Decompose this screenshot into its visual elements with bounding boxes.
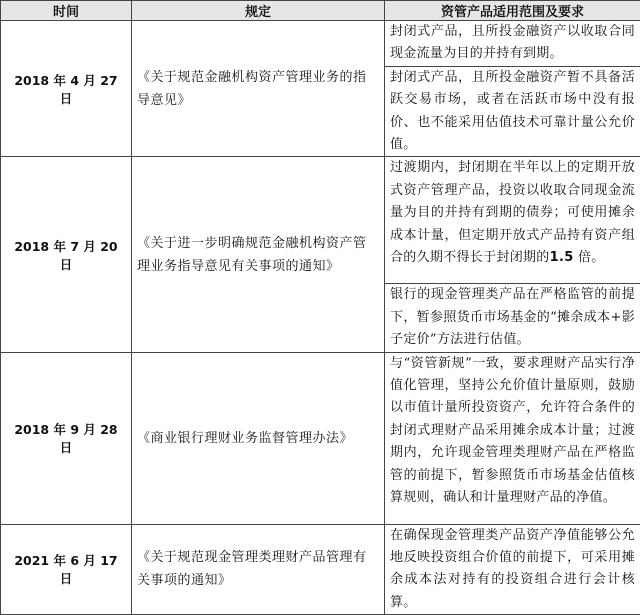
table-row (1, 157, 640, 284)
rule-cell: 《商业银行理财业务监督管理办法》 (132, 352, 385, 524)
date-cell: 2018 年 9 月 28 日 (1, 352, 132, 524)
requirement-cell: 封闭式产品，且所投金融资产以收取合同现金流量为目的并持有到期。 (385, 21, 640, 67)
requirement-cell: 银行的现金管理类产品在严格监管的前提下，暂参照货币市场基金的“摊余成本+影子定价”方法进行估值。 (385, 284, 640, 352)
requirement-cell: 在确保现金管理类产品资产净值能够公允地反映投资组合价值的前提下，可采用摊余成本法对持有的投资组合进行会计核算。 (385, 524, 640, 615)
table-row (1, 524, 640, 615)
table-row (1, 352, 640, 524)
header-row (1, 1, 640, 21)
header-scope: 资管产品适用范围及要求 (385, 1, 640, 21)
table-row (1, 21, 640, 67)
requirement-bold-value: 1.5 (550, 250, 574, 265)
date-cell: 2018 年 4 月 27 日 (1, 21, 132, 157)
requirement-text: 过渡期内，封闭期在半年以上的定期开放式资产管理产品，投资以收取合同现金流量为目的并持有到期的债券；可使用摊余成本计量，但定期开放式产品持有资产组合的久期不得长于封闭期的 (390, 160, 635, 265)
requirement-cell: 封闭式产品，且所投金融资产暂不具备活跃交易市场，或者在活跃市场中没有报价、也不能采用估值技术可靠计量公允价值。 (385, 66, 640, 157)
requirement-tail: 倍。 (574, 250, 605, 265)
date-cell: 2021 年 6 月 17 日 (1, 524, 132, 615)
requirement-cell: 与“资管新规”一致，要求理财产品实行净值化管理，坚持公允价值计量原则，鼓励以市值计量所投资资产，允许符合条件的封闭式理财产品采用摊余成本计量；过渡期内，允许现金管理类理财产品在严格监管的前提下，暂参照货币市场基金估值核算规则，确认和计量理财产品的净值。 (385, 352, 640, 524)
requirement-cell (385, 157, 640, 284)
rule-cell: 《关于进一步明确规范金融机构资产管理业务指导意见有关事项的通知》 (132, 157, 385, 352)
rule-cell: 《关于规范金融机构资产管理业务的指导意见》 (132, 21, 385, 157)
rule-cell: 《关于规范现金管理类理财产品管理有关事项的通知》 (132, 524, 385, 615)
header-rule: 规定 (132, 1, 385, 21)
date-cell: 2018 年 7 月 20 日 (1, 157, 132, 352)
header-time: 时间 (1, 1, 132, 21)
